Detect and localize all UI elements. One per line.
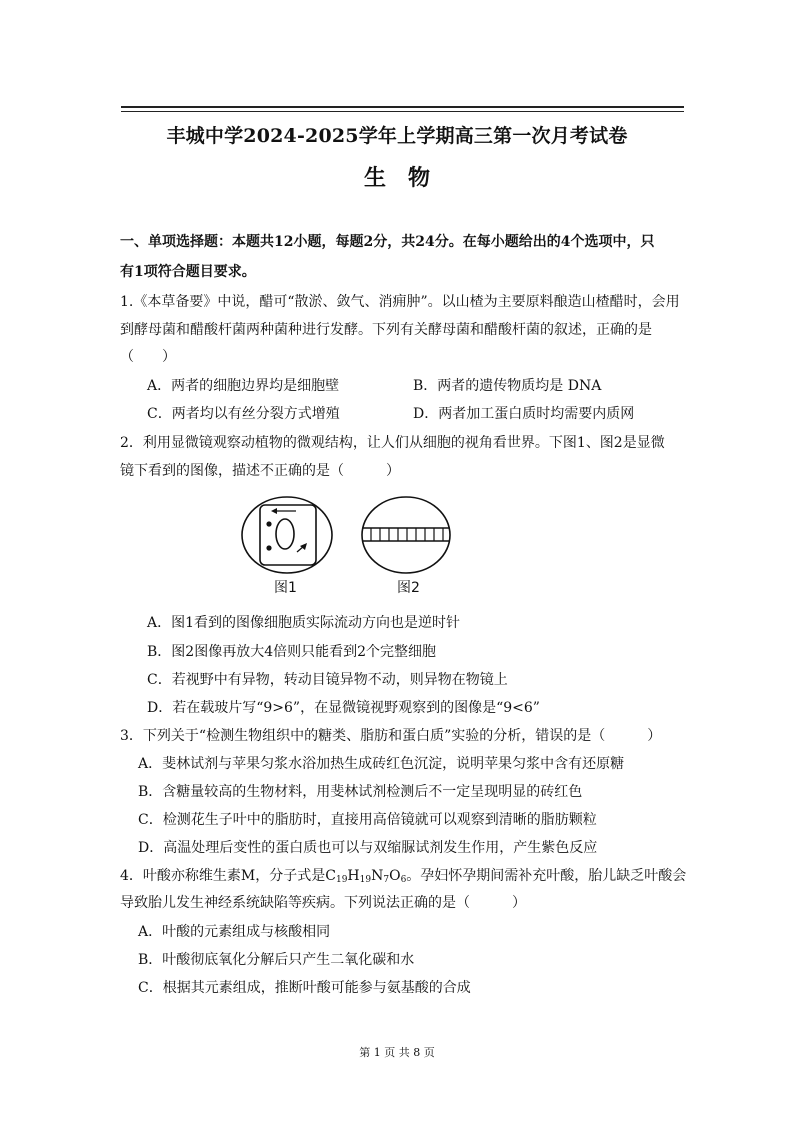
figure2-microscope-view xyxy=(362,497,450,573)
q1-option-a: A．两者的细胞边界均是细胞壁 xyxy=(147,378,340,394)
q4-stem-line1 xyxy=(120,866,686,886)
q2-option-a: A．图1看到的图像细胞质实际流动方向也是逆时针 xyxy=(147,615,461,631)
q4-option-c: C．根据其元素组成，推断叶酸可能参与氨基酸的合成 xyxy=(138,980,471,996)
q2-option-d: D．若在载玻片写“9>6”，在显微镜视野观察到的图像是“9<6” xyxy=(147,700,540,716)
formula-n: N xyxy=(371,868,384,884)
q4-stem-line2: 导致胎儿发生神经系统缺陷等疾病。下列说法正确的是（ ） xyxy=(120,895,526,911)
formula-o: O xyxy=(389,868,401,884)
q2-stem-line2: 镜下看到的图像，描述不正确的是（ ） xyxy=(120,463,400,479)
formula-c-subscript: 19 xyxy=(335,875,348,885)
subject-title: 生物 xyxy=(363,165,452,191)
q3-option-c: C．检测花生子叶中的脂肪时，直接用高倍镜就可以观察到清晰的脂肪颗粒 xyxy=(138,812,597,828)
page-footer: 第 1 页 共 8 页 xyxy=(359,1046,435,1059)
microscope-figures xyxy=(238,494,478,576)
q1-option-d: D．两者加工蛋白质时均需要内质网 xyxy=(413,406,635,422)
top-rule-thick xyxy=(121,106,684,108)
figure2-label: 图2 xyxy=(397,580,420,596)
q4-option-b: B．叶酸彻底氧化分解后只产生二氧化碳和水 xyxy=(138,952,415,968)
q3-stem: 3．下列关于“检测生物组织中的糖类、脂肪和蛋白质”实验的分析，错误的是（ ） xyxy=(120,728,662,744)
q1-option-b: B．两者的遗传物质均是 DNA xyxy=(413,378,602,394)
figure1-label: 图1 xyxy=(274,580,297,596)
q1-stem-line2: 到酵母菌和醋酸杆菌两种菌种进行发酵。下列有关酵母菌和醋酸杆菌的叙述，正确的是 xyxy=(120,322,652,338)
top-rule-thin xyxy=(121,111,684,112)
q1-option-c: C．两者均以有丝分裂方式增殖 xyxy=(147,406,340,422)
q4-stem-text-b: 。孕妇怀孕期间需补充叶酸，胎儿缺乏叶酸会 xyxy=(406,868,687,884)
q2-option-c: C．若视野中有异物，转动目镜异物不动，则异物在物镜上 xyxy=(147,672,508,688)
q2-option-b: B．图2图像再放大4倍则只能看到2个完整细胞 xyxy=(147,644,437,660)
section1-instructions-line2: 有1项符合题目要求。 xyxy=(120,264,256,280)
q3-option-a: A．斐林试剂与苹果匀浆水浴加热生成砖红色沉淀，说明苹果匀浆中含有还原糖 xyxy=(138,756,625,772)
q4-stem-text-a: 4．叶酸亦称维生素M，分子式是C xyxy=(120,868,336,884)
q3-option-d: D．高温处理后变性的蛋白质也可以与双缩脲试剂发生作用，产生紫色反应 xyxy=(138,840,598,856)
section1-instructions-line1: 一、单项选择题：本题共12小题，每题2分，共24分。在每小题给出的4个选项中，只 xyxy=(120,234,655,250)
q1-answer-bracket: （ ） xyxy=(120,349,176,365)
q4-option-a: A．叶酸的元素组成与核酸相同 xyxy=(138,924,331,940)
formula-n-subscript: 7 xyxy=(383,875,390,885)
formula-o-subscript: 6 xyxy=(400,875,407,885)
formula-h-subscript: 19 xyxy=(359,875,372,885)
figure1-microscope-view xyxy=(242,497,332,573)
exam-title: 丰城中学2024-2025学年上学期高三第一次月考试卷 xyxy=(166,125,628,147)
q2-stem-line1: 2．利用显微镜观察动植物的微观结构，让人们从细胞的视角看世界。下图1、图2是显微 xyxy=(120,435,665,451)
q1-stem-line1: 1.《本草备要》中说，醋可“散淤、敛气、消痈肿”。以山楂为主要原料酿造山楂醋时，会用 xyxy=(120,294,680,310)
formula-h: H xyxy=(347,868,360,884)
q3-option-b: B．含糖量较高的生物材料，用斐林试剂检测后不一定呈现明显的砖红色 xyxy=(138,784,583,800)
